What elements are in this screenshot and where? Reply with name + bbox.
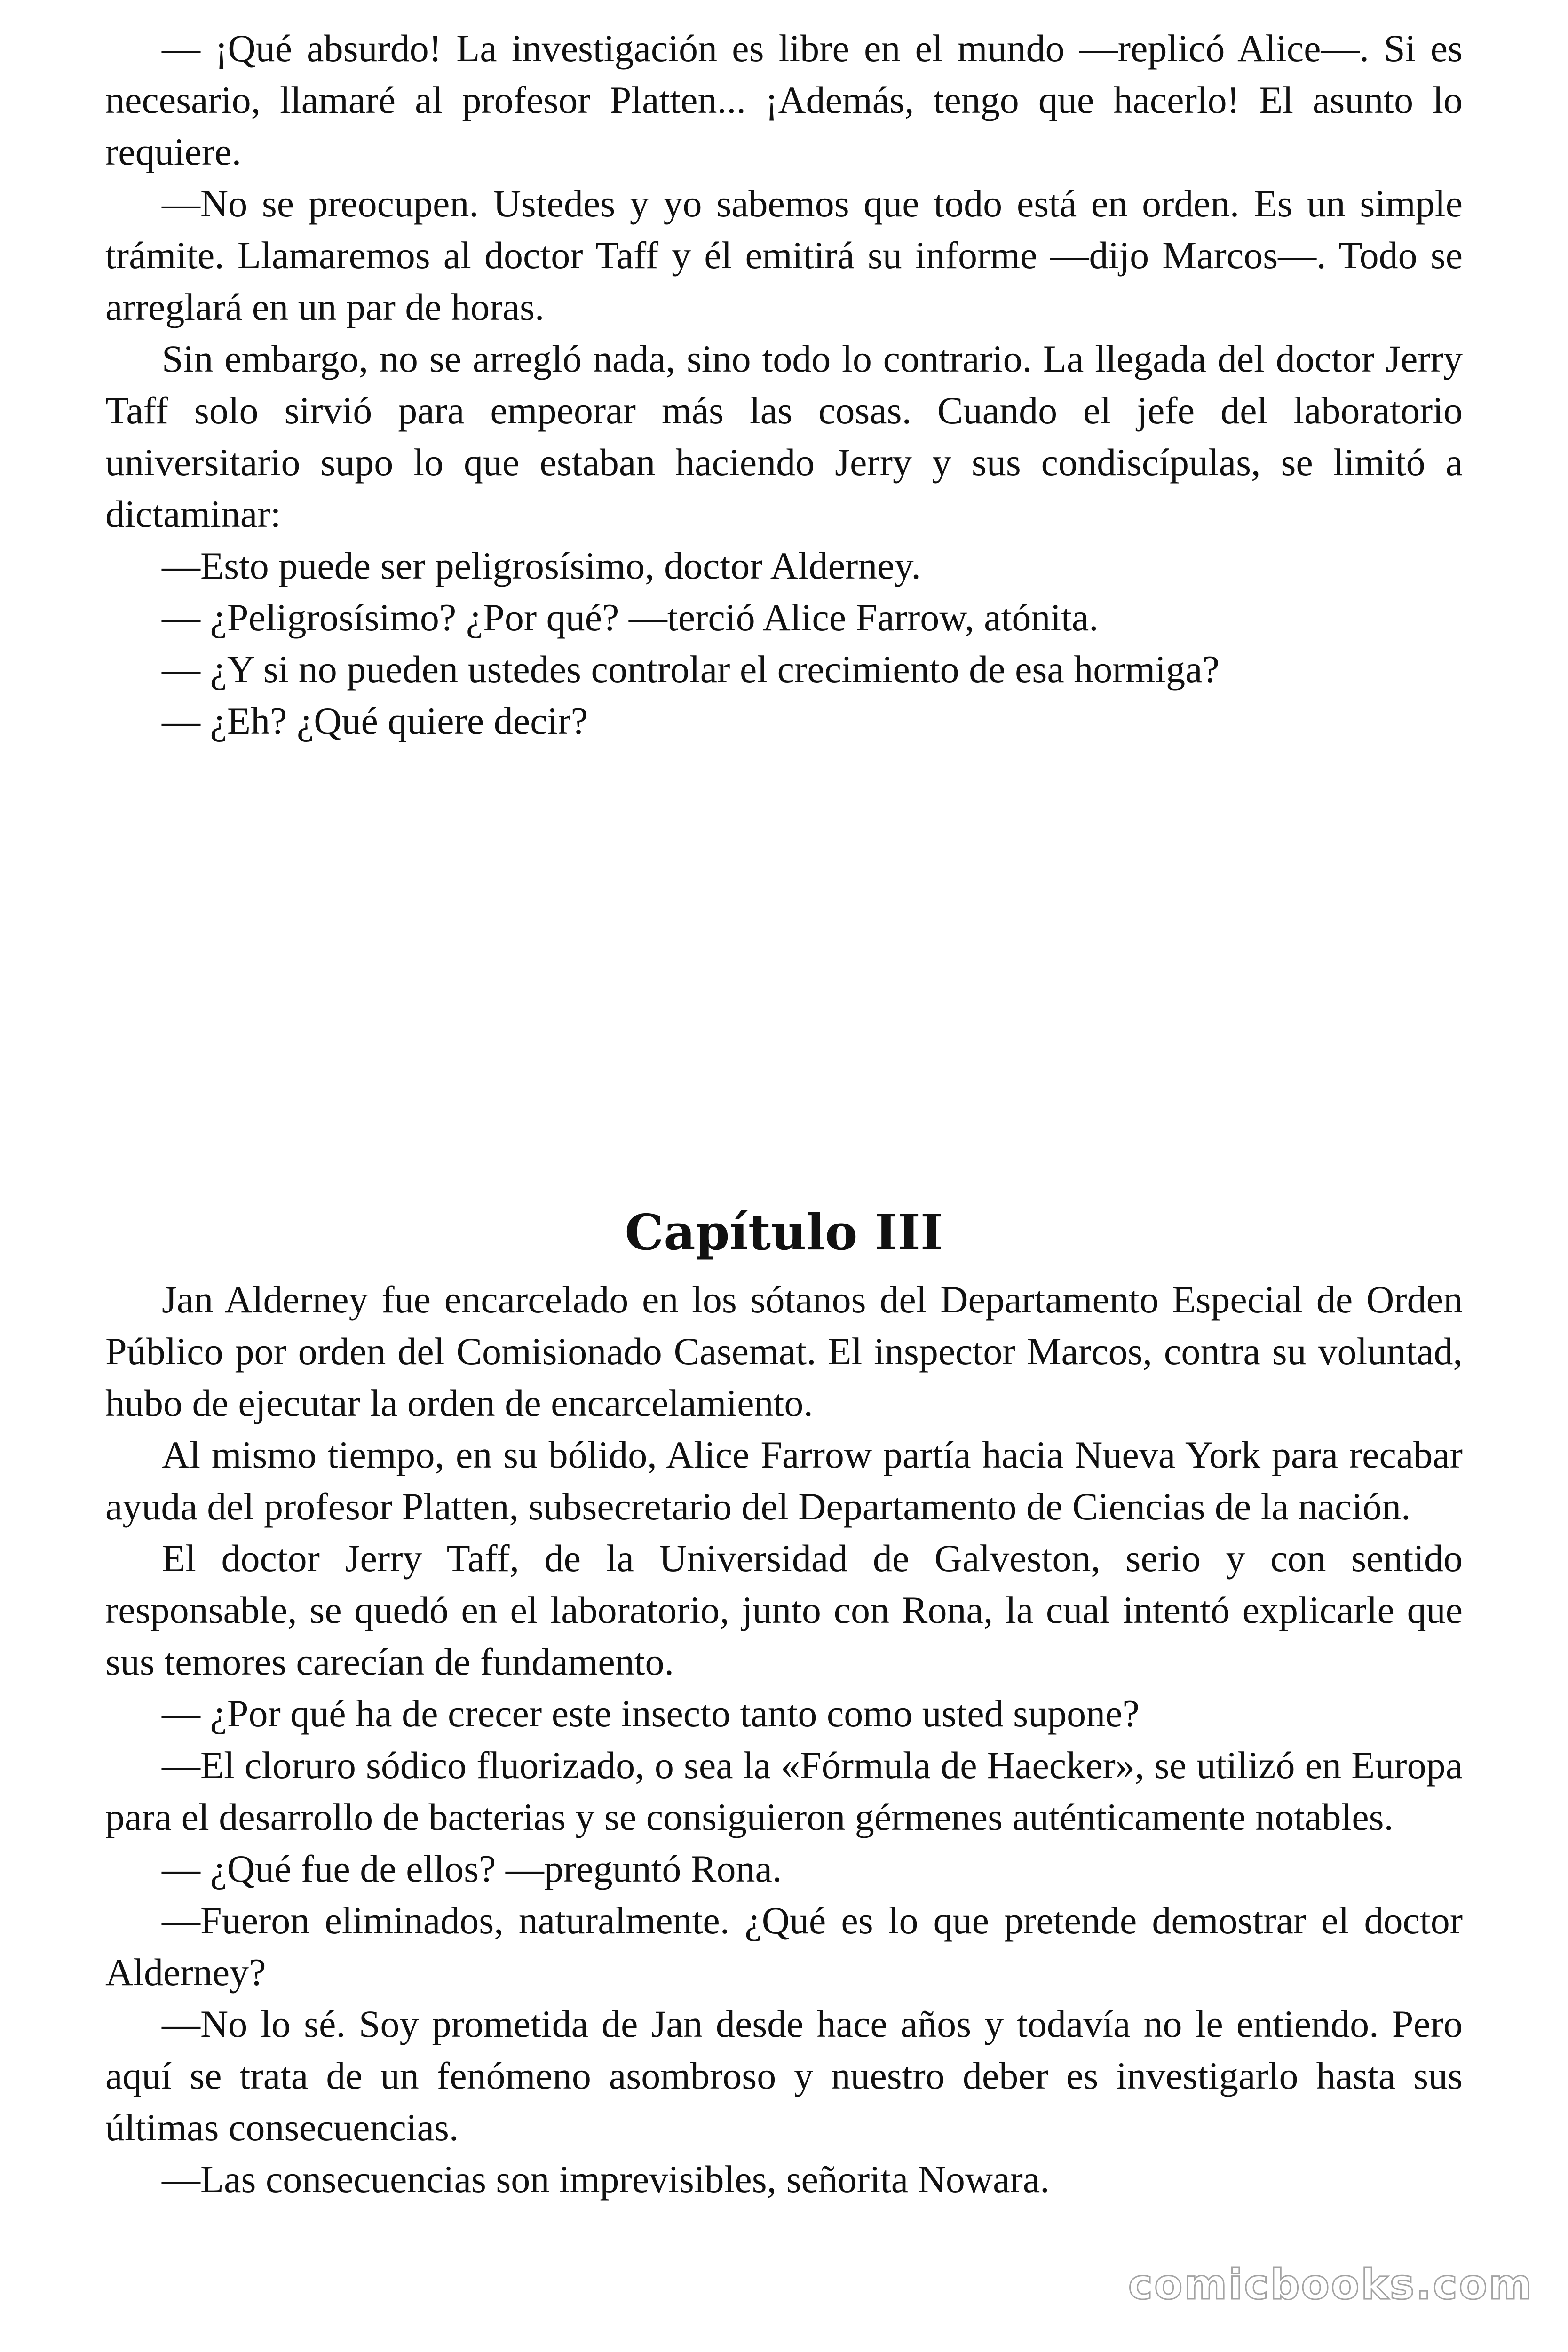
paragraph: — ¿Peligrosísimo? ¿Por qué? —terció Alice Farrow, atónita. (162, 596, 1099, 639)
paragraph: Al mismo tiempo, en su bólido, Alice Farrow partía hacia Nueva York para recabar ayuda del profesor Platten, subsecretario del Departamento de Ciencias de la nación. (105, 1433, 1463, 1528)
chapter-section (105, 1195, 1463, 2205)
paragraph: — ¡Qué absurdo! La investigación es libre en el mundo —replicó Alice—. Si es necesario, llamaré al profesor Platten... ¡Además, tengo que hacerlo! El asunto lo requiere. (105, 27, 1463, 173)
watermark: comicbooks.com (1128, 2260, 1533, 2309)
paragraph: — ¿Qué fue de ellos? —preguntó Rona. (162, 1847, 782, 1890)
paragraph: —El cloruro sódico fluorizado, o sea la «Fórmula de Haecker», se utilizó en Europa para el desarrollo de bacterias y se consiguieron gérmenes auténticamente notables. (105, 1744, 1463, 1838)
paragraph: —Las consecuencias son imprevisibles, señorita Nowara. (162, 2158, 1050, 2201)
paragraph: El doctor Jerry Taff, de la Universidad de Galveston, serio y con sentido responsable, se quedó en el laboratorio, junto con Rona, la cual intentó explicarle que sus temores carecían de fundamento. (105, 1537, 1463, 1683)
paragraph: —No se preocupen. Ustedes y yo sabemos que todo está en orden. Es un simple trámite. Llamaremos al doctor Taff y él emitirá su informe —dijo Marcos—. Todo se arreglará en un par de horas. (105, 182, 1463, 328)
previous-chapter-text (105, 23, 1463, 747)
paragraph: —No lo sé. Soy prometida de Jan desde hace años y todavía no le entiendo. Pero aquí se trata de un fenómeno asombroso y nuestro deber es investigarlo hasta sus últimas consecuencias. (105, 2002, 1463, 2149)
paragraph: — ¿Eh? ¿Qué quiere decir? (162, 699, 588, 742)
paragraph: —Esto puede ser peligrosísimo, doctor Alderney. (162, 544, 921, 587)
chapter-title: Capítulo III (625, 1203, 943, 1261)
paragraph: — ¿Por qué ha de crecer este insecto tanto como usted supone? (162, 1692, 1140, 1735)
paragraph: Sin embargo, no se arregló nada, sino todo lo contrario. La llegada del doctor Jerry Taff solo sirvió para empeorar más las cosas. Cuando el jefe del laboratorio universitario supo lo que estaban haciendo Jerry y sus condiscípulas, se limitó a dictaminar: (105, 337, 1463, 535)
paragraph: —Fueron eliminados, naturalmente. ¿Qué es lo que pretende demostrar el doctor Alderney? (105, 1899, 1463, 1994)
paragraph: Jan Alderney fue encarcelado en los sótanos del Departamento Especial de Orden Público por orden del Comisionado Casemat. El inspector Marcos, contra su voluntad, hubo de ejecutar la orden de encarcelamiento. (105, 1278, 1463, 1424)
paragraph: — ¿Y si no pueden ustedes controlar el crecimiento de esa hormiga? (162, 648, 1220, 691)
